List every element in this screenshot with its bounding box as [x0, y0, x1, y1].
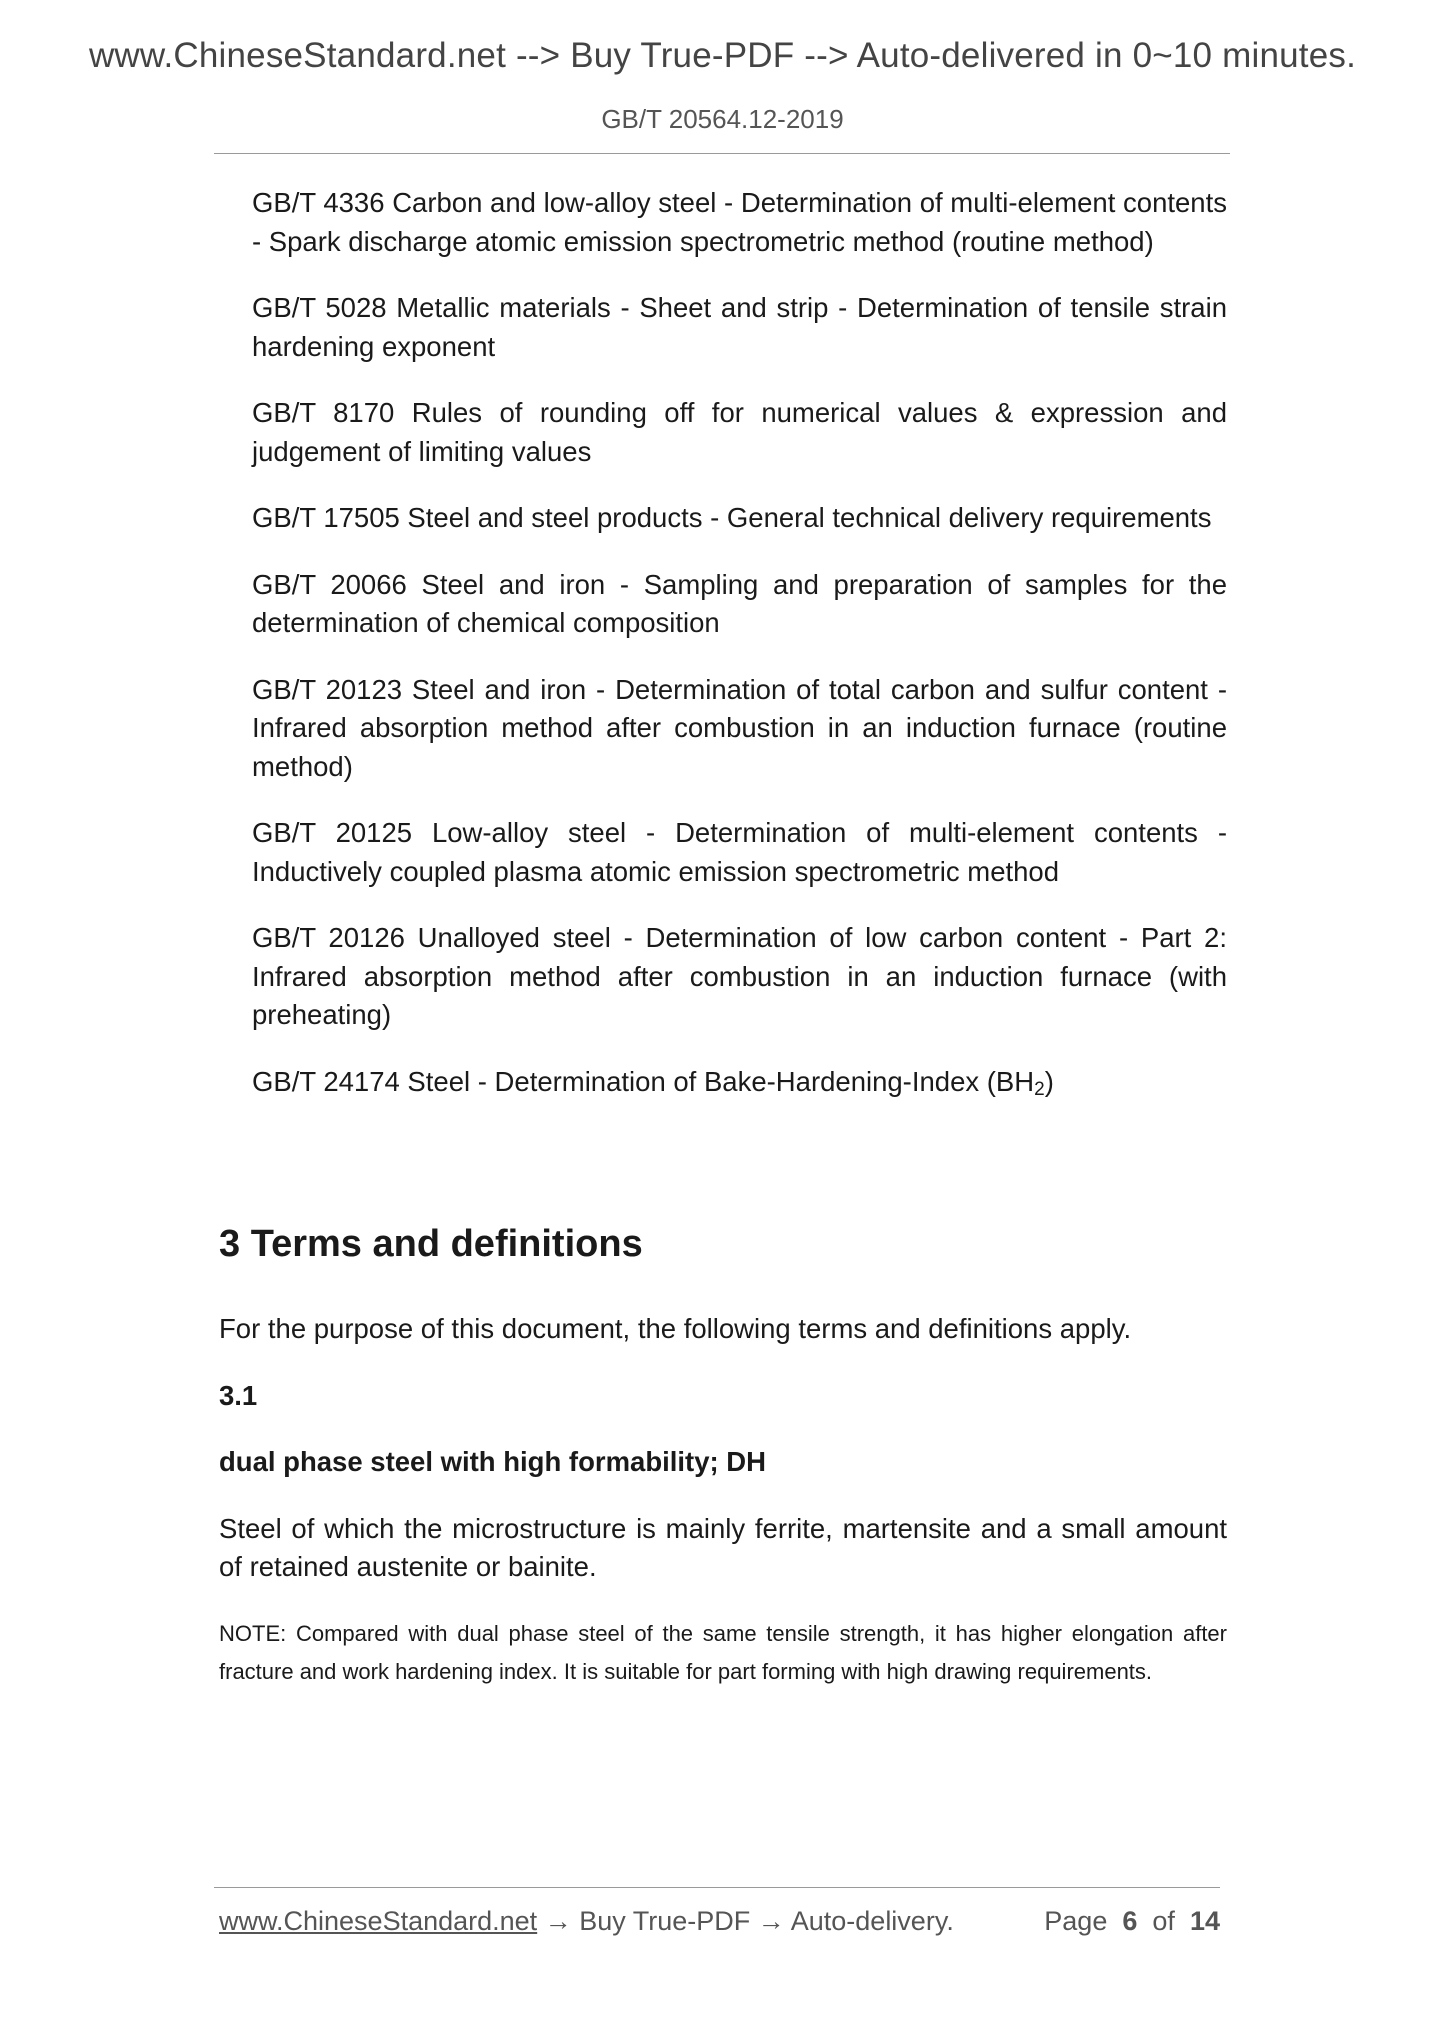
reference-item: GB/T 20126 Unalloyed steel - Determination of low carbon content - Part 2: Infrared absorption method after combustion in an induction furnace (with preheating)	[252, 922, 1227, 1030]
footer-tagline: → Buy True-PDF → Auto-delivery.	[537, 1906, 954, 1936]
page-total: 14	[1189, 1906, 1220, 1936]
term-name: dual phase steel with high formability; DH	[219, 1446, 767, 1477]
reference-item: GB/T 8170 Rules of rounding off for numerical values & expression and judgement of limiting values	[252, 397, 1227, 467]
page-current: 6	[1122, 1906, 1138, 1936]
reference-item: GB/T 5028 Metallic materials - Sheet and strip - Determination of tensile strain hardening exponent	[252, 292, 1227, 362]
term-number: 3.1	[219, 1379, 258, 1411]
reference-item: GB/T 17505 Steel and steel products - General technical delivery requirements	[252, 502, 1212, 533]
footer-link[interactable]: www.ChineseStandard.net	[219, 1906, 538, 1936]
reference-item: GB/T 20066 Steel and iron - Sampling and preparation of samples for the determination of chemical composition	[252, 568, 1227, 638]
section-intro: For the purpose of this document, the following terms and definitions apply.	[219, 1313, 1132, 1344]
top-banner: www.ChineseStandard.net --> Buy True-PDF --> Auto-delivered in 0~10 minutes.	[88, 36, 1357, 75]
header-divider	[214, 153, 1230, 154]
footer-divider	[214, 1887, 1220, 1888]
page-of-label: of	[1152, 1906, 1175, 1936]
reference-item-bh2	[252, 1063, 1227, 1110]
section-heading: 3 Terms and definitions	[219, 1223, 643, 1265]
term-note: NOTE: Compared with dual phase steel of the same tensile strength, it has higher elongation after fracture and work hardening index. It is suitable for part forming with high drawing requirements.	[219, 1620, 1227, 1684]
reference-suffix: )	[1044, 1065, 1054, 1097]
normative-references-list	[252, 184, 1227, 1137]
reference-item: GB/T 20125 Low-alloy steel - Determination of multi-element contents - Inductively coupled plasma atomic emission spectrometric method	[252, 817, 1227, 887]
terms-and-definitions-section	[219, 1220, 1227, 1691]
footer-source	[219, 1906, 954, 1937]
reference-item: GB/T 4336 Carbon and low-alloy steel - Determination of multi-element contents - Spark discharge atomic emission spectrometric method (routine method)	[252, 187, 1227, 257]
reference-text: GB/T 24174 Steel - Determination of Bake-Hardening-Index (BH	[252, 1065, 1035, 1097]
document-code: GB/T 20564.12-2019	[601, 104, 844, 134]
page-number	[1044, 1906, 1220, 1937]
page-label: Page	[1044, 1906, 1108, 1936]
term-definition: Steel of which the microstructure is mainly ferrite, martensite and a small amount of retained austenite or bainite.	[219, 1512, 1227, 1582]
reference-subscript: 2	[1034, 1078, 1045, 1100]
reference-item: GB/T 20123 Steel and iron - Determination of total carbon and sulfur content - Infrared absorption method after combustion in an induction furnace (routine method)	[252, 673, 1227, 782]
